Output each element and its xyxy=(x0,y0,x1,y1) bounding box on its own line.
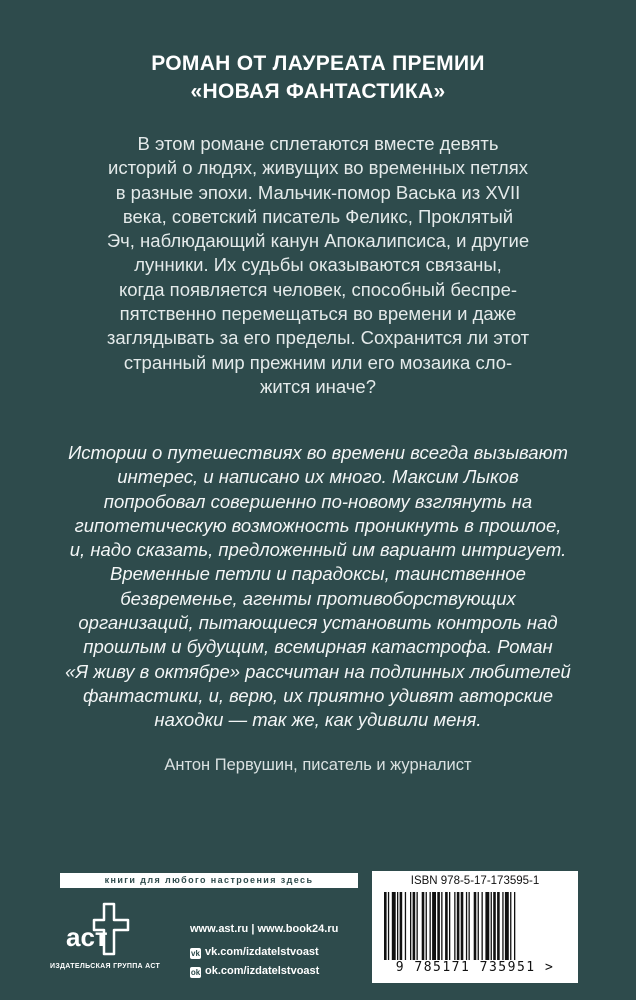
barcode-digits: 9 785171 735951 > xyxy=(395,960,555,975)
slogan-bar: книги для любого настроения здесь xyxy=(60,873,358,888)
ast-logo-icon xyxy=(64,900,136,958)
blurb-line: заглядывать за его пределы. Сохранится ли этот xyxy=(106,327,530,349)
ok-link-text: ok.com/izdatelstvoast xyxy=(205,965,320,977)
blurb-line: в разные эпохи. Мальчик-помор Васька из XVII xyxy=(115,181,521,203)
blurb-paragraph xyxy=(60,132,576,399)
blurb-line: века, советский писатель Феликс, Проклятый xyxy=(122,205,514,227)
quote-line: организаций, пытающиеся установить контроль над xyxy=(78,612,558,634)
review-quote xyxy=(20,441,616,733)
blurb-line: историй о людях, живущих во временных петлях xyxy=(108,157,528,179)
quote-line: интерес, и написано их много. Максим Лыков xyxy=(117,466,519,488)
quote-line: попробовал совершенно по-новому взглянуть на xyxy=(103,490,533,512)
vk-link-text: vk.com/izdatelstvoast xyxy=(205,946,319,958)
quote-line: Временные петли и парадоксы, таинственное xyxy=(110,563,526,585)
headline-line: «НОВАЯ ФАНТАСТИКА» xyxy=(190,80,446,103)
blurb-line: странный мир прежним или его мозаика сло- xyxy=(123,351,513,373)
quote-line: гипотетическую возможность проникнуть в прошлое, xyxy=(74,514,562,536)
barcode-box xyxy=(372,871,578,983)
vk-icon: vk xyxy=(191,949,200,958)
logo-text: аст xyxy=(66,922,108,952)
quote-line: и, надо сказать, предложенный им вариант интригует. xyxy=(69,539,567,561)
vk-link[interactable] xyxy=(190,946,319,959)
blurb-line: В этом романе сплетаются вместе девять xyxy=(137,133,499,154)
quote-line: фантастики, и, верю, их приятно удивят авторские xyxy=(82,684,554,706)
blurb-line: жится иначе? xyxy=(259,375,377,397)
publisher-name: ИЗДАТЕЛЬСКАЯ ГРУППА АСТ xyxy=(50,963,161,970)
blurb-line: когда появляется человек, способный беспре- xyxy=(118,278,518,300)
ok-link[interactable] xyxy=(190,965,319,978)
blurb-line: лунники. Их судьбы оказываются связаны, xyxy=(134,254,502,276)
headline-line: РОМАН ОТ ЛАУРЕАТА ПРЕМИИ xyxy=(151,52,485,75)
blurb-line: Эч, наблюдающий канун Апокалипсиса, и другие xyxy=(106,230,530,252)
isbn-text: ISBN 978-5-17-173595-1 xyxy=(410,875,540,887)
ok-icon: ok xyxy=(190,968,201,977)
blurb-line: пятственно перемещаться во времени и даже xyxy=(119,303,517,325)
quote-line: прошлым и будущим, всемирная катастрофа. Роман xyxy=(83,636,553,658)
publisher-websites[interactable]: www.ast.ru | www.book24.ru xyxy=(190,923,339,935)
quote-line: находки — так же, как удивили меня. xyxy=(154,709,482,731)
headline xyxy=(0,50,636,106)
quote-line: «Я живу в октябре» рассчитан на подлинных любителей xyxy=(65,660,571,682)
barcode-icon xyxy=(382,892,568,960)
quote-line: безвременье, агенты противоборствующих xyxy=(120,587,516,609)
quote-line: Истории о путешествиях во времени всегда вызывают xyxy=(68,442,568,463)
quote-attribution: Антон Первушин, писатель и журналист xyxy=(164,756,472,774)
